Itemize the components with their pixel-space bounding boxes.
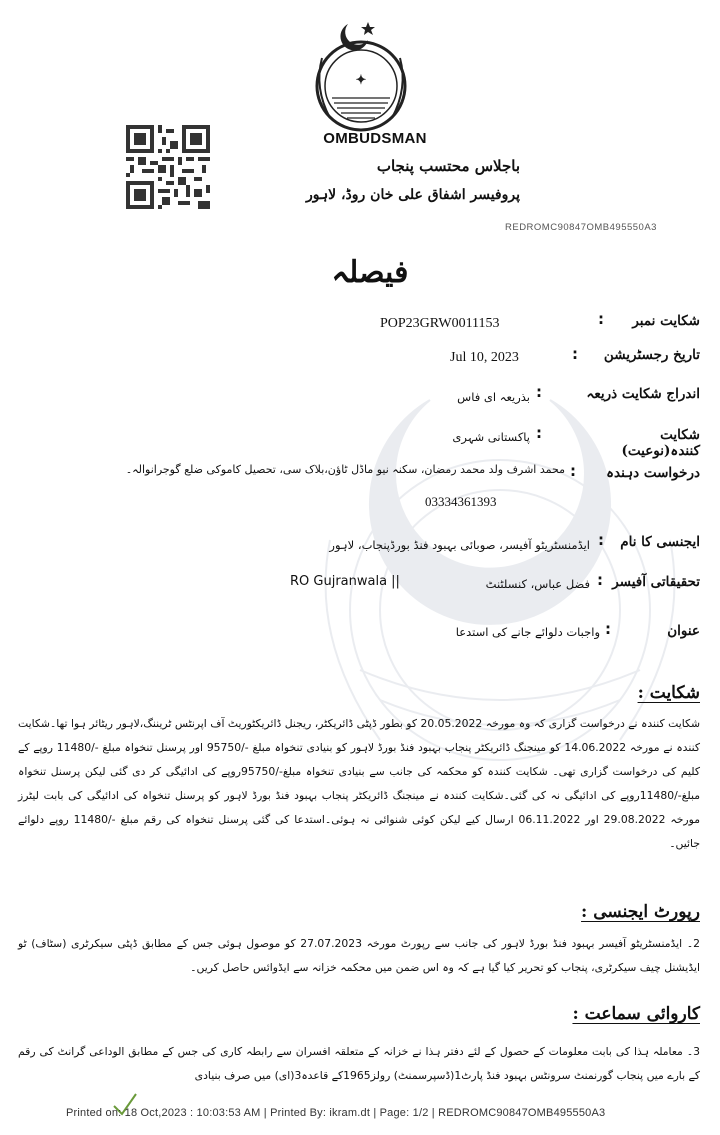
registration-date-value: Jul 10, 2023 <box>450 350 519 365</box>
complainant-type-value: پاکستانی شہری <box>452 430 530 444</box>
applicant-label: درخواست دہندہ <box>606 465 700 481</box>
header-line-1: باجلاس محتسب پنجاب <box>376 157 520 175</box>
complaint-no-value: POP23GRW0011153 <box>380 316 500 331</box>
colon: : <box>605 620 611 638</box>
colon: : <box>597 571 603 589</box>
colon: : <box>536 424 542 442</box>
colon: : <box>570 462 576 480</box>
punjab-ombudsman-emblem-icon <box>310 18 412 134</box>
subject-value: واجبات دلوائے جانے کی استدعا <box>455 625 600 639</box>
complaint-no-label: شکایت نمبر <box>632 313 700 329</box>
print-footer: Printed on: 18 Oct,2023 : 10:03:53 AM | Printed By: ikram.dt | Page: 1/2 | REDROMC90847OMB495550A3 <box>66 1107 606 1119</box>
agency-value: ایڈمنسٹریٹو آفیسر، صوبائی بہبود فنڈ بورڈپنجاب، لاہور <box>329 538 590 552</box>
proceedings-paragraph: 3۔ معاملہ ہذا کی بابت معلومات کے حصول کے لئے دفتر ہذا نے خزانہ کے متعلقہ افسران سے رابطہ کاری کی جس کے مطابق الوداعی گرانٹ کی رقم کے بارے میں پنجاب گورنمنٹ سرونٹس بہبود فنڈ پارٹ1(ڈسپرسمنٹ) رولز1965کے قاعدہ3(ای) میں صرف بنیادی <box>18 1045 700 1082</box>
source-value: بذریعہ ای فاس <box>457 390 530 404</box>
colon: : <box>572 345 578 363</box>
subject-label: عنوان <box>667 623 700 639</box>
reference-code: REDROMC90847OMB495550A3 <box>505 222 657 233</box>
complaint-heading: شکایت : <box>637 683 700 703</box>
org-name: OMBUDSMAN <box>323 130 427 147</box>
registration-date-label: تاریخ رجسٹریشن <box>603 347 700 363</box>
agency-label: ایجنسی کا نام <box>620 534 700 550</box>
investigating-office: RO Gujranwala || <box>290 574 400 589</box>
svg-text:✦: ✦ <box>355 73 367 88</box>
applicant-phone: 03334361393 <box>425 494 497 509</box>
proceedings-heading: کاروائی سماعت : <box>572 1004 700 1024</box>
investigating-officer-label: تحقیقاتی آفیسر <box>612 574 700 590</box>
page-title: فیصلہ <box>331 255 409 290</box>
colon: : <box>598 531 604 549</box>
colon: : <box>536 383 542 401</box>
complaint-paragraph: شکایت کنندہ نے درخواست گزاری کہ وہ مورخہ 20.05.2022 کو بطور ڈپٹی ڈائریکٹر، ریجنل ڈائریکٹوریٹ آف اپرنٹس ٹریننگ،لاہور ریٹائر ہوا تھا۔شکایت کنندہ نے مورخہ 14.06.2022 کو مینجنگ ڈائریکٹر پنجاب بہبود فنڈ بورڈ لاہور کو بنیادی تنخواہ مبلغ -/95750 اور پرسنل تنخواہ مبلغ -/11480 روپے کے کلیم کی درخواست گزاری تھی۔ شکایت کنندہ کو محکمہ کی جانب سے بنیادی تنخواہ مبلغ-/95750روپے کی ادائیگی کر دی گئی لیکن پرسنل تنخواہ مبلغ-/11480روپے کی ادائیگی نہ کی گئی۔شکایت کنندہ نے مینجنگ ڈائریکٹر پنجاب بہبود فنڈ بورڈ لاہور کو پرسنل تنخواہ کی ادائیگی کی بابت لیٹرز مورخہ 29.08.2022 اور 06.11.2022 ارسال کیے لیکن کوئی شنوائی نہ ہوئی۔استدعا کی گئی پرسنل تنخواہ کی رقم مبلغ -/11480 روپے دلوائے جائیں۔ <box>18 717 701 850</box>
report-heading: رپورٹ ایجنسی : <box>581 902 700 922</box>
header-address: پروفیسر اشفاق علی خان روڈ، لاہور <box>305 187 520 203</box>
complainant-type-label: شکایت کنندہ(نوعیت) <box>621 427 700 459</box>
report-paragraph: 2۔ ایڈمنسٹریٹو آفیسر بہبود فنڈ بورڈ لاہور کی جانب سے رپورٹ مورخہ 27.07.2023 کو موصول ہوئی جس کے مطابق ڈپٹی سیکرٹری (سٹاف) ٹو ایڈیشنل چیف سیکرٹری، پنجاب کو تحریر کیا گیا ہے کہ وہ اس ضمن میں محکمہ خزانہ سے ایڈوائس حاصل کریں۔ <box>18 937 700 974</box>
investigating-officer-value: فضل عباس، کنسلٹنٹ <box>485 577 590 591</box>
qr-code <box>126 125 210 209</box>
colon: : <box>598 310 604 328</box>
applicant-value: محمد اشرف ولد محمد رمضان، سکنہ نیو ماڈل ٹاؤن،بلاک سی، تحصیل کاموکی ضلع گوجرانوالہ۔ <box>125 463 565 476</box>
source-label: اندراج شکایت ذریعہ <box>586 386 700 402</box>
